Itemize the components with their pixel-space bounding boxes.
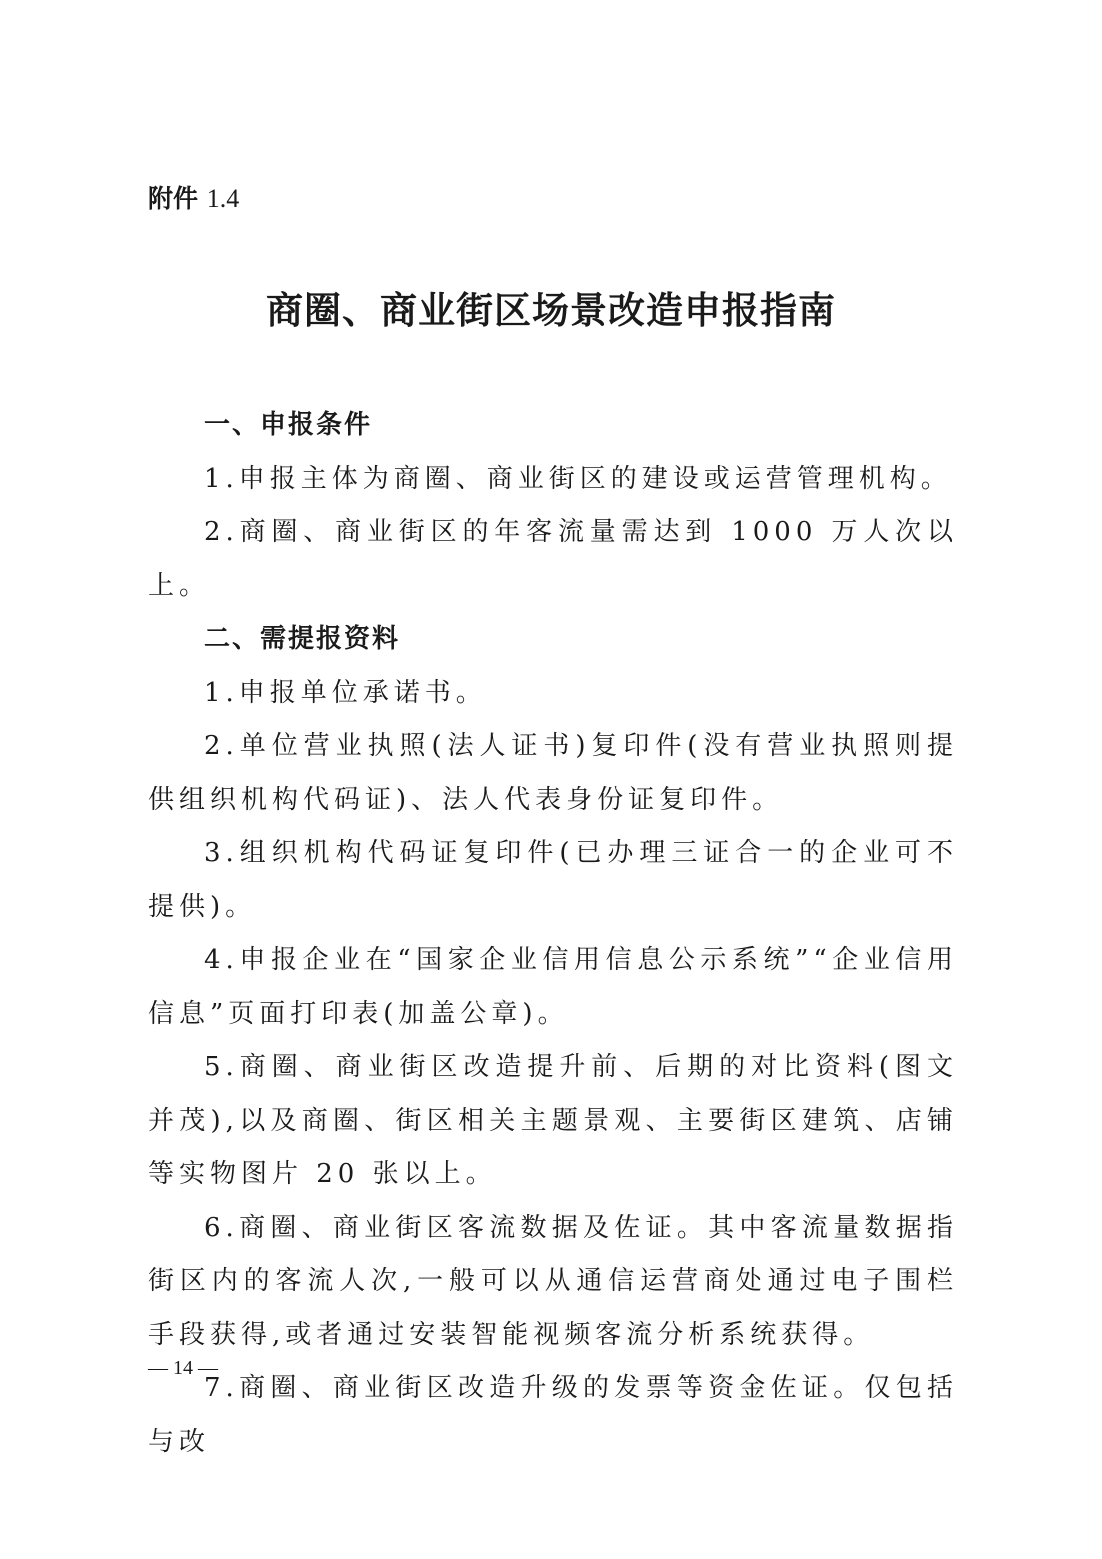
- condition-item-2: 2.商圈、商业街区的年客流量需达到 1000 万人次以上。: [148, 517, 958, 601]
- section-heading-conditions: 一、申报条件: [204, 410, 373, 440]
- material-item-3: 3.组织机构代码证复印件(已办理三证合一的企业可不提供)。: [148, 838, 958, 922]
- section-heading-materials: 二、需提报资料: [204, 624, 401, 654]
- attachment-label: [148, 181, 239, 217]
- attachment-label-text: 附件: [148, 184, 199, 213]
- material-item-2: 2.单位营业执照(法人证书)复印件(没有营业执照则提供组织机构代码证)、法人代表身份证复印件。: [148, 731, 958, 815]
- material-item-5: 5.商圈、商业街区改造提升前、后期的对比资料(图文并茂),以及商圈、街区相关主题景观、主要街区建筑、店铺等实物图片 20 张以上。: [148, 1052, 958, 1189]
- material-item-7: 7.商圈、商业街区改造升级的发票等资金佐证。仅包括与改: [148, 1373, 958, 1457]
- material-item-4: 4.申报企业在“国家企业信用信息公示系统”“企业信用信息”页面打印表(加盖公章)。: [148, 945, 958, 1029]
- document-title: 商圈、商业街区场景改造申报指南: [266, 288, 836, 332]
- attachment-number: 1.4: [206, 184, 240, 213]
- document-body: [148, 399, 958, 1469]
- material-item-6: 6.商圈、商业街区客流数据及佐证。其中客流量数据指街区内的客流人次,一般可以从通信运营商处通过电子围栏手段获得,或者通过安装智能视频客流分析系统获得。: [148, 1212, 958, 1350]
- page-number: — 14 —: [148, 1357, 218, 1379]
- material-item-1: 1.申报单位承诺书。: [204, 677, 487, 708]
- condition-item-1: 1.申报主体为商圈、商业街区的建设或运营管理机构。: [204, 463, 952, 494]
